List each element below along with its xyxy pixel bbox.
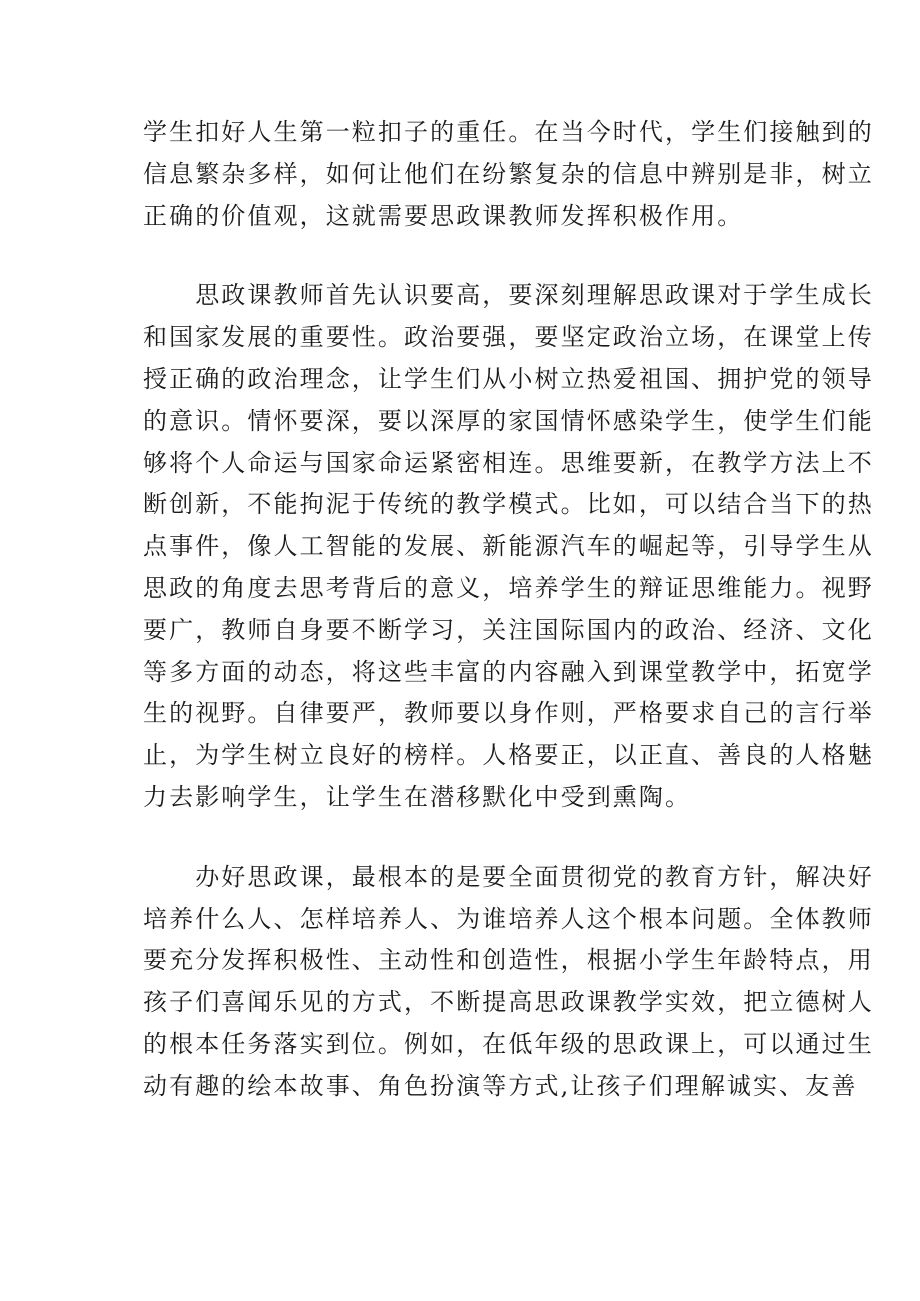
paragraph-3 bbox=[143, 857, 874, 1108]
paragraph-1 bbox=[143, 112, 874, 237]
text-line: 够将个人命运与国家命运紧密相连。思维要新，在教学方法上不 bbox=[143, 448, 874, 477]
paragraph-2 bbox=[143, 275, 874, 818]
text-line: 断创新，不能拘泥于传统的教学模式。比如，可以结合当下的热 bbox=[143, 490, 874, 519]
paragraph-spacer bbox=[143, 819, 787, 857]
document-body bbox=[143, 112, 874, 1108]
text-line: 孩子们喜闻乐见的方式，不断提高思政课教学实效，把立德树人 bbox=[143, 988, 874, 1017]
text-line: 力去影响学生，让学生在潜移默化中受到熏陶。 bbox=[143, 782, 692, 811]
text-line: 的意识。情怀要深，要以深厚的家国情怀感染学生，使学生们能 bbox=[143, 406, 874, 435]
text-line: 思政的角度去思考背后的意义，培养学生的辩证思维能力。视野 bbox=[143, 573, 874, 602]
text-line: 点事件，像人工智能的发展、新能源汽车的崛起等，引导学生从 bbox=[143, 532, 874, 561]
text-line: 信息繁杂多样，如何让他们在纷繁复杂的信息中辨别是非，树立 bbox=[143, 159, 874, 188]
text-line: 止，为学生树立良好的榜样。人格要正，以正直、善良的人格魅 bbox=[143, 741, 874, 770]
text-line: 思政课教师首先认识要高，要深刻理解思政课对于学生成长 bbox=[143, 281, 874, 310]
text-line: 和国家发展的重要性。政治要强，要坚定政治立场，在课堂上传 bbox=[143, 323, 874, 352]
text-line: 等多方面的动态，将这些丰富的内容融入到课堂教学中，拓宽学 bbox=[143, 657, 874, 686]
text-line: 正确的价值观，这就需要思政课教师发挥积极作用。 bbox=[143, 201, 744, 230]
text-line: 生的视野。自律要严，教师要以身作则，严格要求自己的言行举 bbox=[143, 699, 874, 728]
text-line: 授正确的政治理念，让学生们从小树立热爱祖国、拥护党的领导 bbox=[143, 364, 874, 393]
paragraph-spacer bbox=[143, 237, 787, 275]
text-line: 动有趣的绘本故事、角色扮演等方式,让孩子们理解诚实、友善 bbox=[143, 1071, 858, 1100]
text-line: 学生扣好人生第一粒扣子的重任。在当今时代，学生们接触到的 bbox=[143, 118, 874, 146]
text-line: 培养什么人、怎样培养人、为谁培养人这个根本问题。全体教师 bbox=[143, 904, 874, 933]
text-line: 要广，教师自身要不断学习，关注国际国内的政治、经济、文化 bbox=[143, 615, 874, 644]
text-line: 要充分发挥积极性、主动性和创造性，根据小学生年龄特点，用 bbox=[143, 946, 874, 975]
text-line: 的根本任务落实到位。例如，在低年级的思政课上，可以通过生 bbox=[143, 1029, 874, 1058]
text-line: 办好思政课，最根本的是要全面贯彻党的教育方针，解决好 bbox=[143, 862, 874, 891]
